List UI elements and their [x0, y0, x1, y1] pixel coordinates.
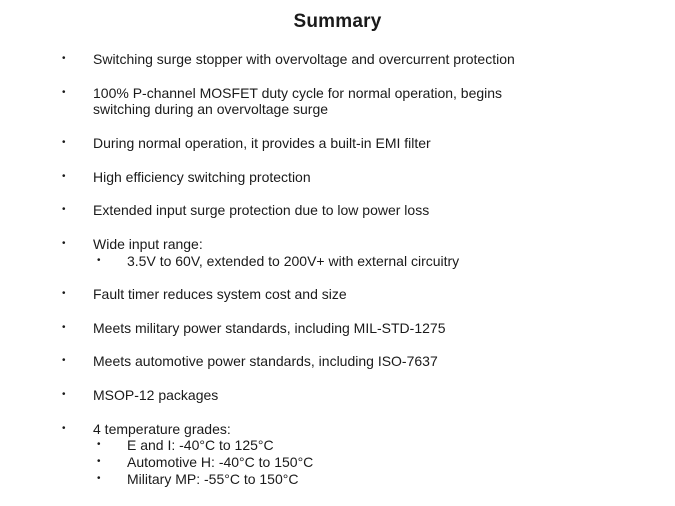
bullet-item: Switching surge stopper with overvoltage and overcurrent protection — [93, 51, 515, 67]
bullet-icon: • — [62, 87, 66, 98]
bullet-icon: • — [62, 423, 66, 434]
sub-bullet-icon: • — [97, 439, 101, 450]
sub-bullet-icon: • — [97, 456, 101, 467]
bullet-item: During normal operation, it provides a built-in EMI filter — [93, 135, 431, 151]
bullet-item-continuation: switching during an overvoltage surge — [93, 101, 329, 117]
bullet-item: Fault timer reduces system cost and size — [93, 286, 347, 302]
bullet-icon: • — [62, 238, 66, 249]
bullet-icon: • — [62, 137, 66, 148]
sub-bullet-icon: • — [97, 255, 101, 266]
bullet-item: Meets automotive power standards, including ISO-7637 — [93, 353, 438, 369]
bullet-item: MSOP-12 packages — [93, 387, 219, 403]
bullet-icon: • — [62, 204, 66, 215]
sub-bullet-item: Military MP: -55°C to 150°C — [127, 471, 299, 487]
bullet-icon: • — [62, 53, 66, 64]
bullet-icon: • — [62, 355, 66, 366]
sub-bullet-item: Automotive H: -40°C to 150°C — [127, 454, 314, 470]
bullet-item: 4 temperature grades: — [93, 421, 231, 437]
bullet-icon: • — [62, 288, 66, 299]
bullet-icon: • — [62, 171, 66, 182]
bullet-icon: • — [62, 322, 66, 333]
bullet-item: Wide input range: — [93, 236, 203, 252]
bullet-item: Extended input surge protection due to low power loss — [93, 202, 430, 218]
bullet-item: 100% P-channel MOSFET duty cycle for normal operation, begins — [93, 85, 503, 101]
slide-title: Summary — [293, 11, 382, 32]
bullet-item: High efficiency switching protection — [93, 169, 311, 185]
sub-bullet-item: E and I: -40°C to 125°C — [127, 437, 274, 453]
bullet-icon: • — [62, 389, 66, 400]
sub-bullet-item: 3.5V to 60V, extended to 200V+ with external circuitry — [127, 253, 460, 269]
sub-bullet-icon: • — [97, 473, 101, 484]
bullet-item: Meets military power standards, including MIL-STD-1275 — [93, 320, 446, 336]
